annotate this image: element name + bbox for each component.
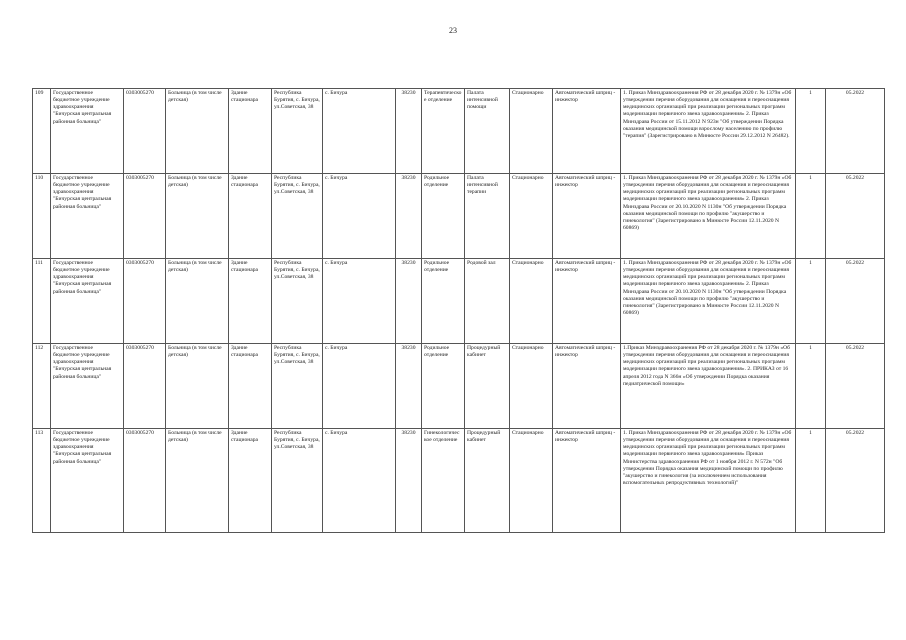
cell-basis: 1. Приказ Минздравоохранения РФ от 28 декабря 2020 г. № 1379н «Об утверждении перечня оборудования для оснащения и переоснащения медицинских организаций при реализации региональных программ модернизации первичного звена здравоохранения» Приказ Министерства здравоохранения РФ от 1 ноября 2012 г. N 572н "Об утверждении Порядка оказания медицинской помощи по профилю "акушерство и гинекология (за исключением использования вспомогательных репродуктивных технологий)" bbox=[621, 429, 796, 533]
cell-type: Больница (в том числе детская) bbox=[166, 344, 229, 429]
cell-locality: с. Бичура bbox=[323, 259, 396, 344]
cell-basis: 1. Приказ Минздравоохранения РФ от 28 декабря 2020 г. № 1379н «Об утверждении перечня оборудования для оснащения и переоснащения медицинских организаций при реализации региональных программ модернизации первичного звена здравоохранения» 2. Приказ Минздрава России от 15.11.2012 N 923н "Об утверждении Порядка оказания медицинской помощи взрослому населению по профилю "терапия" (Зарегистрировано в Минюсте России 29.12.2012 N 26482). bbox=[621, 89, 796, 174]
table-row bbox=[33, 89, 885, 174]
cell-locality: с. Бичура bbox=[323, 174, 396, 259]
cell-code: 0303005270 bbox=[124, 174, 166, 259]
cell-index: 38230 bbox=[396, 344, 422, 429]
cell-room: Процедурный кабинет bbox=[465, 344, 510, 429]
cell-qty: 1 bbox=[796, 344, 826, 429]
cell-date: 05.2022 bbox=[826, 174, 885, 259]
cell-room: Процедурный кабинет bbox=[465, 429, 510, 533]
table-row bbox=[33, 429, 885, 533]
cell-equipment: Автоматический шприц - инжектор bbox=[553, 344, 621, 429]
cell-date: 05.2022 bbox=[826, 429, 885, 533]
cell-num: 109 bbox=[33, 89, 51, 174]
cell-num: 111 bbox=[33, 259, 51, 344]
cell-index: 38230 bbox=[396, 174, 422, 259]
cell-department: Гинекологическое отделение bbox=[422, 429, 465, 533]
cell-qty: 1 bbox=[796, 89, 826, 174]
cell-type: Больница (в том числе детская) bbox=[166, 174, 229, 259]
cell-code: 0303005270 bbox=[124, 429, 166, 533]
cell-room: Родовой зал bbox=[465, 259, 510, 344]
cell-department: Родильное отделение bbox=[422, 344, 465, 429]
cell-building: Здание стационара bbox=[229, 174, 272, 259]
cell-building: Здание стационара bbox=[229, 89, 272, 174]
cell-address: Республика Бурятия, с. Бичура, ул.Советская, 38 bbox=[272, 344, 323, 429]
cell-care: Стационарно bbox=[510, 259, 553, 344]
cell-index: 38230 bbox=[396, 89, 422, 174]
page-number: 23 bbox=[449, 26, 457, 35]
cell-department: Терапевтическое отделение bbox=[422, 89, 465, 174]
cell-code: 0303005270 bbox=[124, 259, 166, 344]
cell-qty: 1 bbox=[796, 429, 826, 533]
cell-type: Больница (в том числе детская) bbox=[166, 429, 229, 533]
cell-basis: 1.Приказ Минздравоохранения РФ от 28 декабря 2020 г. № 1379н «Об утверждении перечня оборудования для оснащения и переоснащения медицинских организаций при реализации региональных программ модернизации первичного звена здравоохранения». 2. ПРИКАЗ от 16 апреля 2012 года N 366н «Об утверждении Порядка оказания педиатрической помощи» bbox=[621, 344, 796, 429]
cell-code: 0303005270 bbox=[124, 344, 166, 429]
cell-address: Республика Бурятия, с. Бичура, ул.Советская, 38 bbox=[272, 259, 323, 344]
table-row bbox=[33, 344, 885, 429]
cell-room: Палата интенсивной терапии bbox=[465, 174, 510, 259]
cell-num: 113 bbox=[33, 429, 51, 533]
cell-org: Государственное бюджетное учреждение здравоохранения "Бичурская центральная районная больница" bbox=[51, 89, 124, 174]
cell-date: 05.2022 bbox=[826, 89, 885, 174]
cell-locality: с. Бичура bbox=[323, 89, 396, 174]
cell-org: Государственное бюджетное учреждение здравоохранения "Бичурская центральная районная больница" bbox=[51, 344, 124, 429]
cell-address: Республика Бурятия, с. Бичура, ул.Советская, 38 bbox=[272, 429, 323, 533]
cell-care: Стационарно bbox=[510, 344, 553, 429]
cell-address: Республика Бурятия, с. Бичура, ул.Советская, 38 bbox=[272, 174, 323, 259]
cell-qty: 1 bbox=[796, 259, 826, 344]
cell-equipment: Автоматический шприц - инжектор bbox=[553, 89, 621, 174]
cell-building: Здание стационара bbox=[229, 344, 272, 429]
cell-date: 05.2022 bbox=[826, 259, 885, 344]
cell-department: Родильное отделение bbox=[422, 174, 465, 259]
cell-equipment: Автоматический шприц - инжектор bbox=[553, 429, 621, 533]
table-row bbox=[33, 174, 885, 259]
table-row bbox=[33, 259, 885, 344]
cell-address: Республика Бурятия, с. Бичура, ул.Советская, 38 bbox=[272, 89, 323, 174]
cell-num: 112 bbox=[33, 344, 51, 429]
cell-room: Палата интенсивной помощи bbox=[465, 89, 510, 174]
cell-building: Здание стационара bbox=[229, 259, 272, 344]
cell-index: 38230 bbox=[396, 429, 422, 533]
cell-code: 0303005270 bbox=[124, 89, 166, 174]
cell-basis: 1. Приказ Минздравоохранения РФ от 28 декабря 2020 г. № 1379н «Об утверждении перечня оборудования для оснащения и переоснащения медицинских организаций при реализации региональных программ модернизации первичного звена здравоохранения» 2. Приказ Минздрава России от 20.10.2020 N 1130н "Об утверждении Порядка оказания медицинской помощи по профилю "акушерство и гинекология" (Зарегистрировано в Минюсте России 12.11.2020 N 60869) bbox=[621, 259, 796, 344]
cell-org: Государственное бюджетное учреждение здравоохранения "Бичурская центральная районная больница" bbox=[51, 174, 124, 259]
cell-locality: с. Бичура bbox=[323, 429, 396, 533]
cell-date: 05.2022 bbox=[826, 344, 885, 429]
cell-qty: 1 bbox=[796, 174, 826, 259]
cell-num: 110 bbox=[33, 174, 51, 259]
cell-index: 38230 bbox=[396, 259, 422, 344]
cell-care: Стационарно bbox=[510, 89, 553, 174]
cell-locality: с. Бичура bbox=[323, 344, 396, 429]
cell-care: Стационарно bbox=[510, 429, 553, 533]
cell-equipment: Автоматический шприц - инжектор bbox=[553, 259, 621, 344]
equipment-table bbox=[32, 88, 885, 533]
cell-org: Государственное бюджетное учреждение здравоохранения "Бичурская центральная районная больница" bbox=[51, 429, 124, 533]
cell-department: Родильное отделение bbox=[422, 259, 465, 344]
cell-org: Государственное бюджетное учреждение здравоохранения "Бичурская центральная районная больница" bbox=[51, 259, 124, 344]
cell-basis: 1. Приказ Минздравоохранения РФ от 28 декабря 2020 г. № 1379н «Об утверждении перечня оборудования для оснащения и переоснащения медицинских организаций при реализации региональных программ модернизации первичного звена здравоохранения» 2. Приказ Минздрава России от 20.10.2020 N 1130н "Об утверждении Порядка оказания медицинской помощи по профилю "акушерство и гинекология" (Зарегистрировано в Минюсте России 12.11.2020 N 60869) bbox=[621, 174, 796, 259]
cell-building: Здание стационара bbox=[229, 429, 272, 533]
cell-type: Больница (в том числе детская) bbox=[166, 89, 229, 174]
cell-equipment: Автоматический шприц - инжектор bbox=[553, 174, 621, 259]
cell-type: Больница (в том числе детская) bbox=[166, 259, 229, 344]
cell-care: Стационарно bbox=[510, 174, 553, 259]
